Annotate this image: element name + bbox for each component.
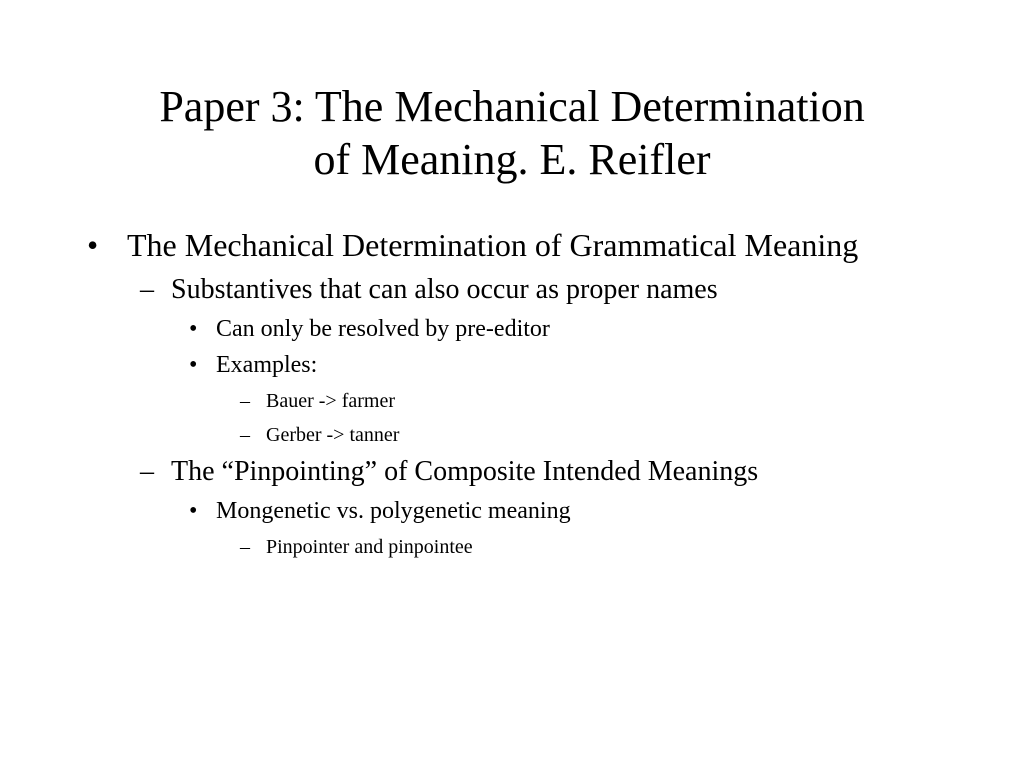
bullet-text: Mongenetic vs. polygenetic meaning [216,498,571,524]
bullet-text: Gerber -> tanner [266,424,400,446]
bullet-text: The Mechanical Determination of Grammatical Meaning [127,227,859,263]
bullet-item-level-4 [0,388,1024,414]
slide-title [0,80,1024,186]
dash-marker: – [140,274,154,305]
slide-title-line-1: Paper 3: The Mechanical Determination [159,82,865,131]
dash-marker: – [240,424,250,446]
bullet-item-level-3 [0,314,1024,344]
dash-marker: – [140,456,154,487]
bullet-text: Pinpointer and pinpointee [266,536,473,558]
bullet-text: Substantives that can also occur as proper names [171,274,718,305]
bullet-marker: • [189,498,198,524]
bullet-item-level-1 [0,224,1024,266]
bullet-marker: • [87,227,99,263]
bullet-text: Bauer -> farmer [266,390,395,412]
bullet-item-level-3 [0,496,1024,526]
bullet-item-level-2 [0,454,1024,490]
bullet-list [0,224,1024,560]
bullet-text: Examples: [216,352,318,378]
bullet-marker: • [189,316,198,342]
dash-marker: – [240,536,250,558]
bullet-item-level-2 [0,272,1024,308]
bullet-text: Can only be resolved by pre-editor [216,316,550,342]
slide-title-line-2: of Meaning. E. Reifler [313,135,711,184]
bullet-text: The “Pinpointing” of Composite Intended Meanings [171,456,759,487]
bullet-item-level-3 [0,350,1024,380]
dash-marker: – [240,390,250,412]
bullet-item-level-4 [0,422,1024,448]
bullet-item-level-4 [0,534,1024,560]
bullet-marker: • [189,352,198,378]
